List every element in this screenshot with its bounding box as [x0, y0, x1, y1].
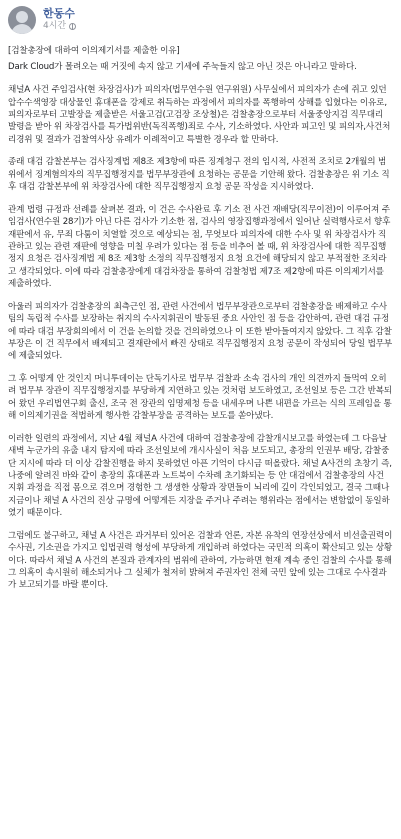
post-paragraph: 그럼에도 불구하고, 채널 A 사건은 과거부터 있어온 검찰과 언론, 자본 유착의 연장선상에서 비선출권력이 수사권, 기소권을 가지고 입법권력 형성에 부당하게 개입하려 하였다는 국민적 의혹이 확산되고 있는 상황이다. 따라서 채널 A 사건의 본질과 관계자의 범위에 관하여, 가능하면 현재 계속 중인 검찰의 수사를 통해 그 의혹이 속시원히 해소되거나 그 실체가 철저히 밝혀져 주권자인 전체 국민 앞에 있는 그대로 수사결과가 보고되기를 바랄 뿐이다. [8, 530, 393, 591]
post-paragraph: 아울러 피의자가 검찰총장의 최측근인 점, 관련 사건에서 법무부장관으로부터 검찰총장을 배제하고 수사팀의 독립적 수사를 보장하는 취지의 수사지휘권이 발동된 중요 사안인 점 등을 감안하여, 관련 대검 규정에 따라 대검 부장회의에서 이 건을 논의할 것을 건의하였으나 이 또한 받아들여지지 않았다. 그 직후 감찰부장은 이 건 직무에서 배제되고 결재란에서 빠진 상태로 직무집행정지 요청 공문이 작성되어 당일 법무부에 제출되었다. [8, 301, 393, 362]
post-paragraph: 채널A 사건 주임검사(현 차장검사)가 피의자(법무연수원 연구위원) 사무실에서 피의자가 손에 쥐고 있던 압수수색영장 대상물인 휴대폰을 강제로 취득하는 과정에서 피의자를 폭행하여 상해를 입혔다는 이유로, 피의자로부터 고발장을 제출받은 서울고검(고검장 조상철)은 검찰총장으로부터 서울중앙지검 직무대리 발령을 받아 위 차장검사를 특가법위반(독직폭행)죄로 수사, 기소하였다. 사안과 피고인 및 피의자,사건처리경위 및 결과가 검찰역사상 유례가 이례적이고 특별한 경우라 할 만하다. [8, 85, 391, 145]
post-body [8, 45, 393, 592]
post-paragraph: 관계 법령 규정과 선례를 살펴본 결과, 이 건은 수사완료 후 기소 전 사건 재배당(직무이전)이 이루어져 주임검사(연수원 28기)가 아닌 다른 검사가 기소한 점, 검사의 영장집행과정에서 일어난 실력행사로서 향후 재판에서 유, 무죄 다툼이 치열할 것으로 예상되는 점, 무엇보다 피의자에 대한 수사 및 위 차장검사가 직관하고 있는 관련 재판에 영향을 미칠 우려가 있다는 점 등을 비추어 볼 때, 위 차장검사에 대한 직무집행정지 요청은 검사징계법 제 8조 제3항 소정의 직무집행정지 요청 요건에 해당되지 않고 부적절한 조치라고 생각되었다. 이에 따라 검찰총장에게 대검차장을 통하여 검찰청법 제7조 제2항에 따른 이의제기서를 제출하였다. [8, 204, 391, 289]
author-avatar[interactable] [8, 6, 36, 34]
avatar-head [16, 11, 28, 23]
post-paragraph: 그 후 어떻게 안 것인지 머니투데이는 단독기사로 법무부 검찰과 소속 검사의 개인 의견까지 들먹여 오히려 법무부 장관이 직무집행정지를 부당하게 지연하고 있는 것처럼 보도하였고, 조선일보 등은 그간 반복되어 왔던 우리법연구회 출신, 조국 전 장관의 임명제청 등을 내세우며 나쁜 내편을 가르는 식의 프레임을 통해 이의제기권을 적법하게 행사한 감찰부장을 공격하는 보도를 쏟아냈다. [8, 374, 393, 422]
post-paragraph: Dark Cloud가 몰려오는 때 거짓에 속지 않고 기세에 주눅들지 않고 아닌 것은 아니라고 말하다. [8, 62, 357, 73]
author-name[interactable]: 한동수 [43, 7, 75, 20]
post-time-row [43, 20, 76, 33]
post-paragraph: 이러한 일련의 과정에서, 지난 4월 채널A 사건에 대하여 검찰총장에 감찰개시보고를 하였는데 그 다음날 새벽 누군가의 유출 내지 탐지에 따라 조선일보에 개시사실이 처음 보도되고, 총장의 인권부 배당, 감찰중단 지시에 따라 더 이상 감찰진행을 하지 못하였던 아픈 기억이 다시금 떠올랐다. 채널 A사건의 초창기 즉, 나중에 알려진 바와 같이 총장의 휴대폰과 노트북이 수차례 초기화되는 등 안 대검에서 검찰총장의 사건 지휘 과정을 직접 몸으로 겪으며 경험한 그 생생한 상황과 장면들이 뇌리에 깊이 각인되었고, 결국 그때나 지금이나 채널 A 사건의 진상 규명에 어떻게든 지장을 주거나 주려는 행위라는 점에서는 변함없이 동일하였기 때문이다. [8, 433, 392, 518]
post-title: [검찰총장에 대하여 이의제기서를 제출한 이유] [8, 46, 180, 56]
public-globe-icon [69, 23, 76, 30]
avatar-shoulders [11, 24, 33, 34]
post-header [8, 0, 393, 37]
post-meta [43, 7, 76, 33]
post-paragraph: 종래 대검 감찰본부는 검사징계법 제8조 제3항에 따른 징계청구 전의 임시적, 사전적 조치로 2개월의 범위에서 징계혐의자의 직무집행정지를 법무부장관에 요청하는 공문을 기안해 왔다. 검찰총장은 위 기소 직후 대검 감찰본부에 위 차장검사에 대한 직무집행정지 요청 공문 작성을 지시하였다. [8, 157, 390, 193]
post-timestamp[interactable]: 4시간 [43, 21, 67, 31]
